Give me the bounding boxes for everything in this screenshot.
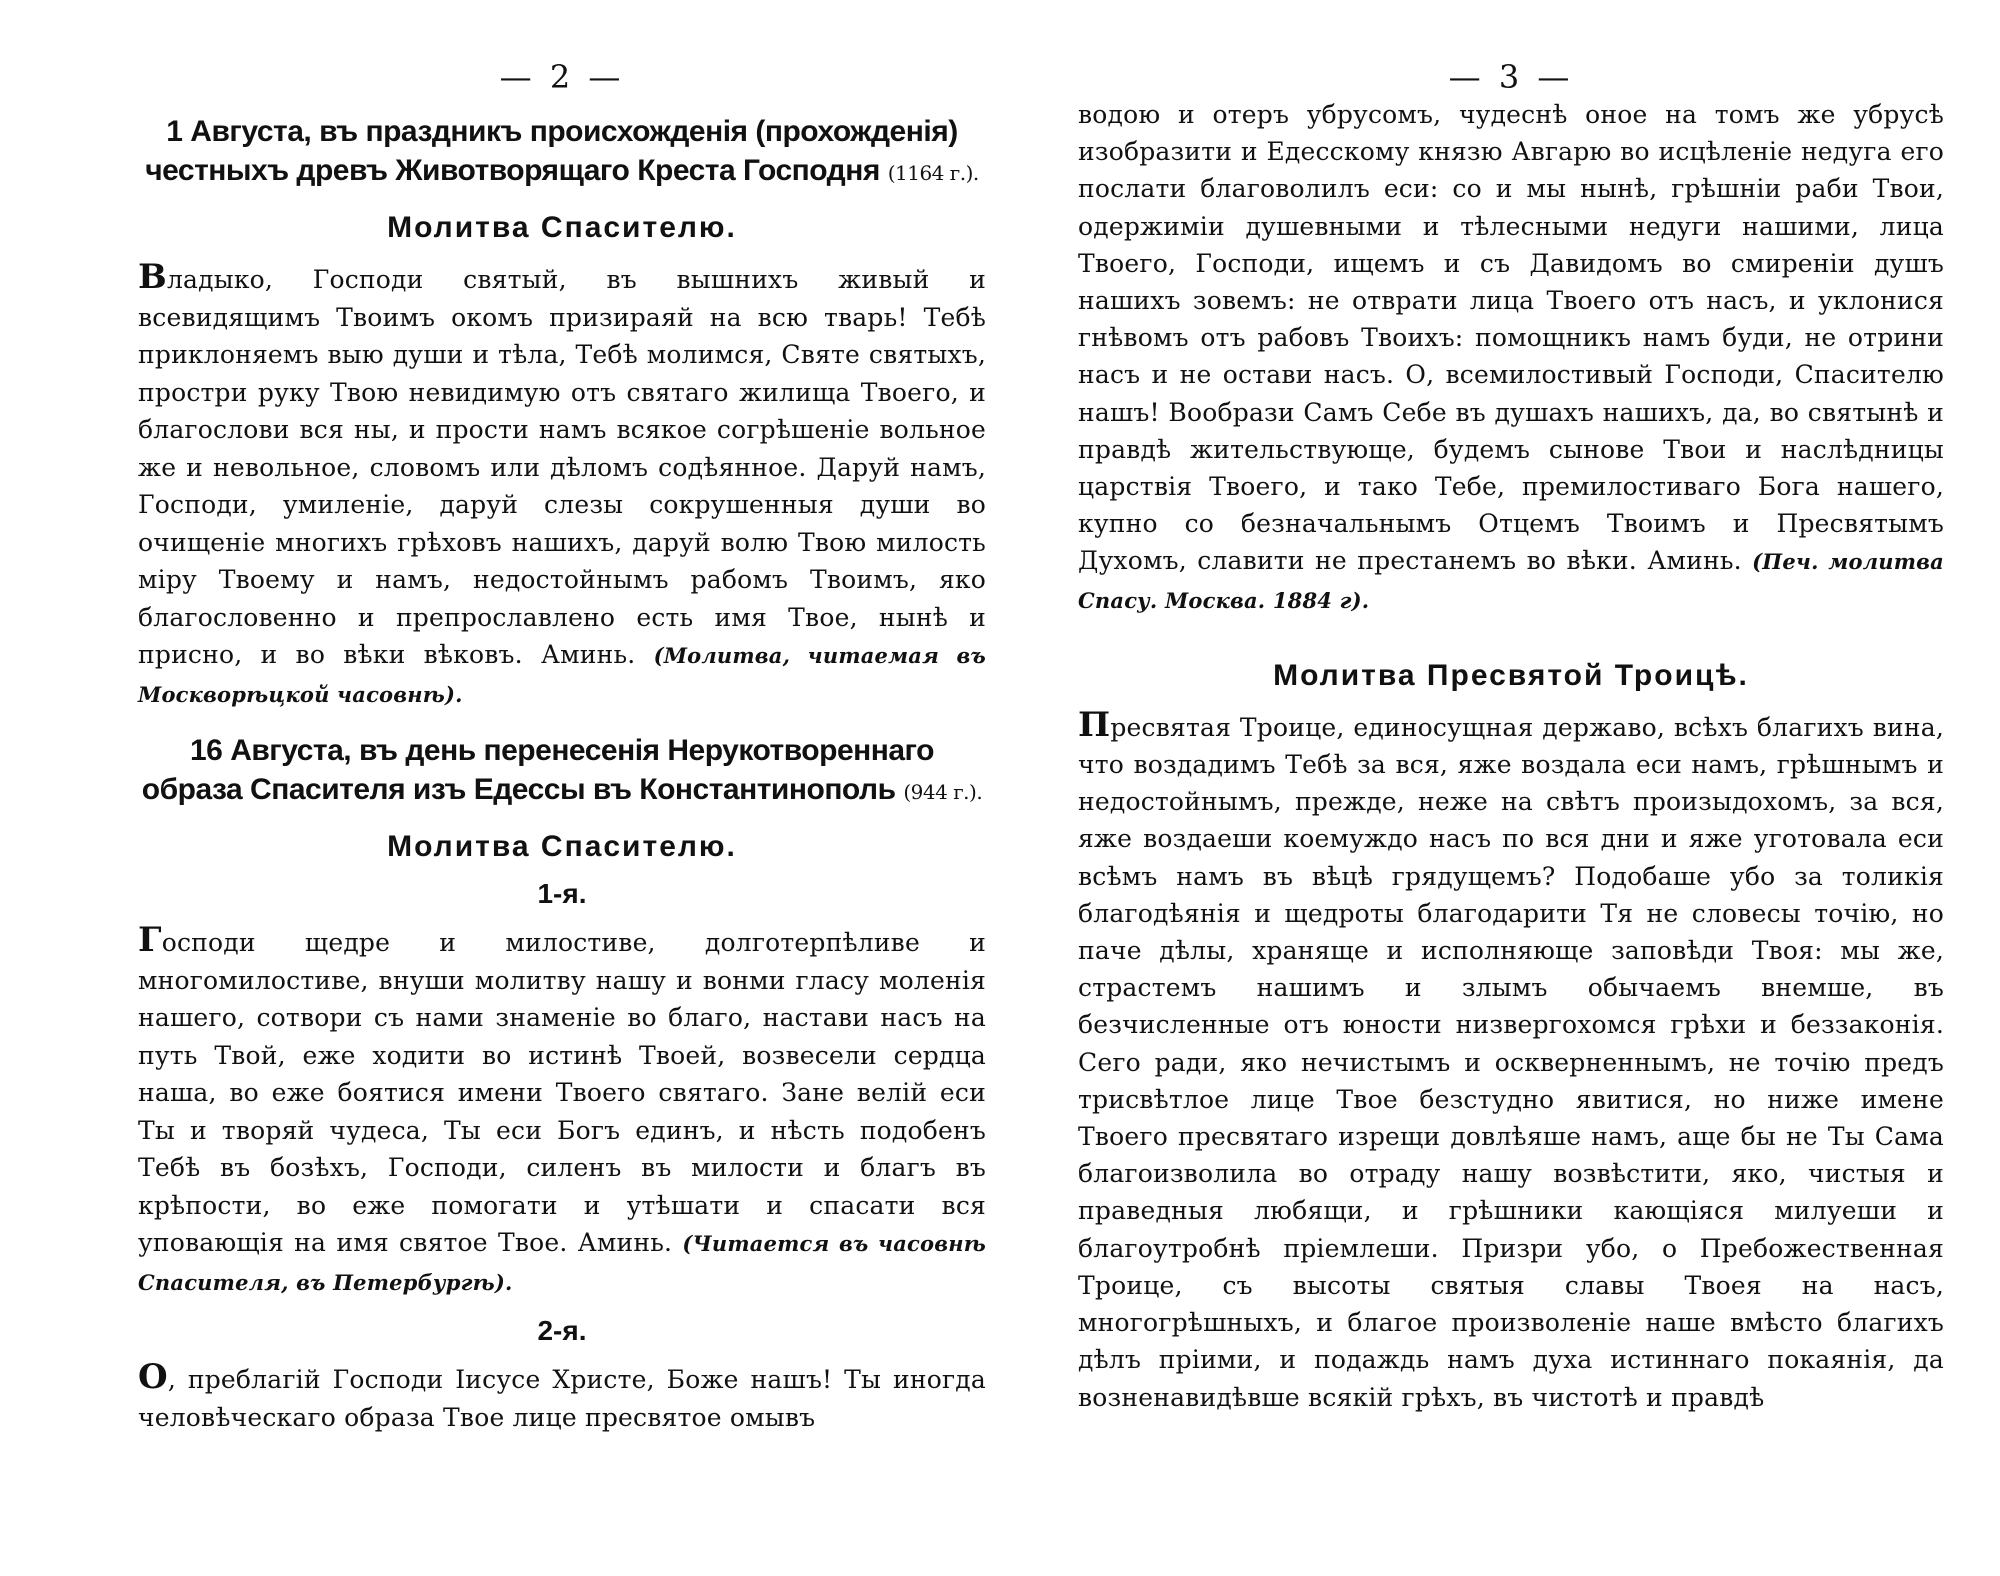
- prayer-heading: Молитва Спасителю.: [387, 211, 737, 244]
- source-note: (Читается въ часовнѣ Спасителя, въ Петербургѣ).: [138, 1231, 986, 1295]
- left-page: [138, 0, 986, 1436]
- prayer-number: 2-я.: [537, 1315, 587, 1346]
- prayer-text: [138, 259, 986, 713]
- drop-cap: В: [138, 257, 167, 297]
- feast-title: [138, 112, 986, 193]
- feast-year: (944 г.).: [903, 780, 983, 804]
- source-note: (Молитва, читаемая въ Москворѣцкой часовнѣ).: [138, 643, 986, 707]
- feast-title: [138, 731, 986, 812]
- source-note: (Печ. молитва Спасу. Москва. 1884 г).: [1078, 549, 1944, 613]
- drop-cap: Г: [138, 920, 162, 960]
- prayer-body: осподи щедре и милостиве, долготерпѣливе и многомилостиве, внуши молитву нашу и вонми гласу моленія нашего, сотвори съ нами знаменіе во благо, настави насъ на путь Твой, еже ходити во истинѣ Твоей, возвесели сердца наша, во еже боятися имени Твоего святаго. Зане велій еси Ты и творяй чудеса, Ты еси Богъ единъ, и нѣсть подобенъ Тебѣ въ бозѣхъ, Господи, силенъ въ милости и благъ въ крѣпости, во еже помогати и утѣшати и спасати вся уповающія на имя святое Твое. Аминь.: [138, 928, 986, 1257]
- right-page: [1078, 0, 1944, 1416]
- prayer-body: ресвятая Троице, единосущная державо, всѣхъ благихъ вина, что воздадимъ Тебѣ за вся, яже воздала еси намъ, грѣшнымъ и недостойнымъ, прежде, неже на свѣтъ произыдохомъ, за вся, яже воздаеши коемуждо насъ по вся дни и яже уготовала еси всѣмъ намъ въ вѣцѣ грядущемъ? Подобаше убо за толикія благодѣянія и щедроты благодарити Тя не словесы точію, но паче дѣлы, храняще и исполняюще заповѣди Твоя: мы же, страстемъ нашимъ и злымъ обычаемъ внемше, въ безчисленные отъ юности низвергохомся грѣхи и беззаконія. Сего ради, яко нечистымъ и оскверненнымъ, не точію предъ трисвѣтлое лице Твое безстудно явитися, но ниже имене Твоего пресвятаго изрещи довлѣяше намъ, аще бы не Ты Сама благоизволила во отраду нашу возвѣстити, яко, чистыя и праведныя любящи, и грѣшники кающіяся милуеши и благоутробнѣ пріемлеши. Призри убо, о Пребожественная Троице, съ высоты святыя славы Твоея на насъ, многогрѣшныхъ, и благое произволеніе наше вмѣсто благихъ дѣлъ пріими, и подаждь намъ духа истиннаго покаянія, да возненавидѣвше всякій грѣхъ, въ чистотѣ и правдѣ: [1078, 712, 1944, 1412]
- prayer-body: , преблагій Господи Іисусе Христе, Боже нашъ! Ты иногда человѣческаго образа Твое лице пресвятое омывъ: [138, 1365, 986, 1432]
- prayer-body: водою и отеръ убрусомъ, чудеснѣ оное на томъ же убрусѣ изобразити и Едесскому князю Авгарю во исцѣленіе недуга его послати благоволилъ еси: со и мы нынѣ, грѣшніи раби Твои, одержиміи душевными и тѣлесными недуги нашими, лица Твоего, Господи, ищемъ и съ Давидомъ во смиреніи душъ нашихъ зовемъ: не отврати лица Твоего отъ насъ, и уклонися гнѣвомъ отъ рабовъ Твоихъ: помощникъ намъ буди, не отрини насъ и не остави насъ. О, всемилостивый Господи, Спасителю нашъ! Вообрази Самъ Себе въ душахъ нашихъ, да, во святынѣ и правдѣ жительствующе, будемъ сынове Твои и наслѣдницы царствія Твоего, и тако Тебе, премилостиваго Бога нашего, купно со безначальнымъ Отцемъ Твоимъ и Пресвятымъ Духомъ, славити не престанемъ во вѣки. Аминь.: [1078, 100, 1944, 576]
- prayer-text: [138, 922, 986, 1301]
- drop-cap: П: [1078, 704, 1111, 745]
- prayer-number: 1-я.: [537, 878, 587, 909]
- page-number: — 3 —: [1448, 58, 1574, 96]
- feast-title-text: 1 Августа, въ праздникъ происхожденія (прохожденія) честныхъ древъ Животворящаго Креста Господня: [145, 115, 958, 187]
- prayer-text: [1078, 704, 1944, 1416]
- prayer-heading: Молитва Пресвятой Троицѣ.: [1273, 658, 1749, 692]
- prayer-continuation: [1078, 96, 1944, 619]
- prayer-body: ладыко, Господи святый, въ вышнихъ живый и всевидящимъ Твоимъ окомъ призираяй на всю тварь! Тебѣ приклоняемъ выю души и тѣла, Тебѣ молимся, Святе святыхъ, простри руку Твою невидимую отъ святаго жилища Твоего, и благослови вся ны, и прости намъ всякое согрѣшеніе вольное же и невольное, словомъ или дѣломъ содѣянное. Даруй намъ, Господи, умиленіе, даруй слезы сокрушенныя души во очищеніе многихъ грѣховъ нашихъ, даруй волю Твою милость міру Твоему и намъ, недостойнымъ рабомъ Твоимъ, яко благословенно и препрославлено есть имя Твое, нынѣ и присно, и во вѣки вѣковъ. Аминь.: [138, 265, 986, 669]
- drop-cap: О: [138, 1357, 168, 1397]
- feast-year: (1164 г.).: [887, 161, 979, 185]
- feast-title-text: 16 Августа, въ день перенесенія Нерукотвореннаго образа Спасителя изъ Едессы въ Константинополь: [141, 734, 934, 806]
- page-number: — 2 —: [499, 58, 625, 96]
- prayer-heading: Молитва Спасителю.: [387, 830, 737, 863]
- prayer-text: [138, 1359, 986, 1436]
